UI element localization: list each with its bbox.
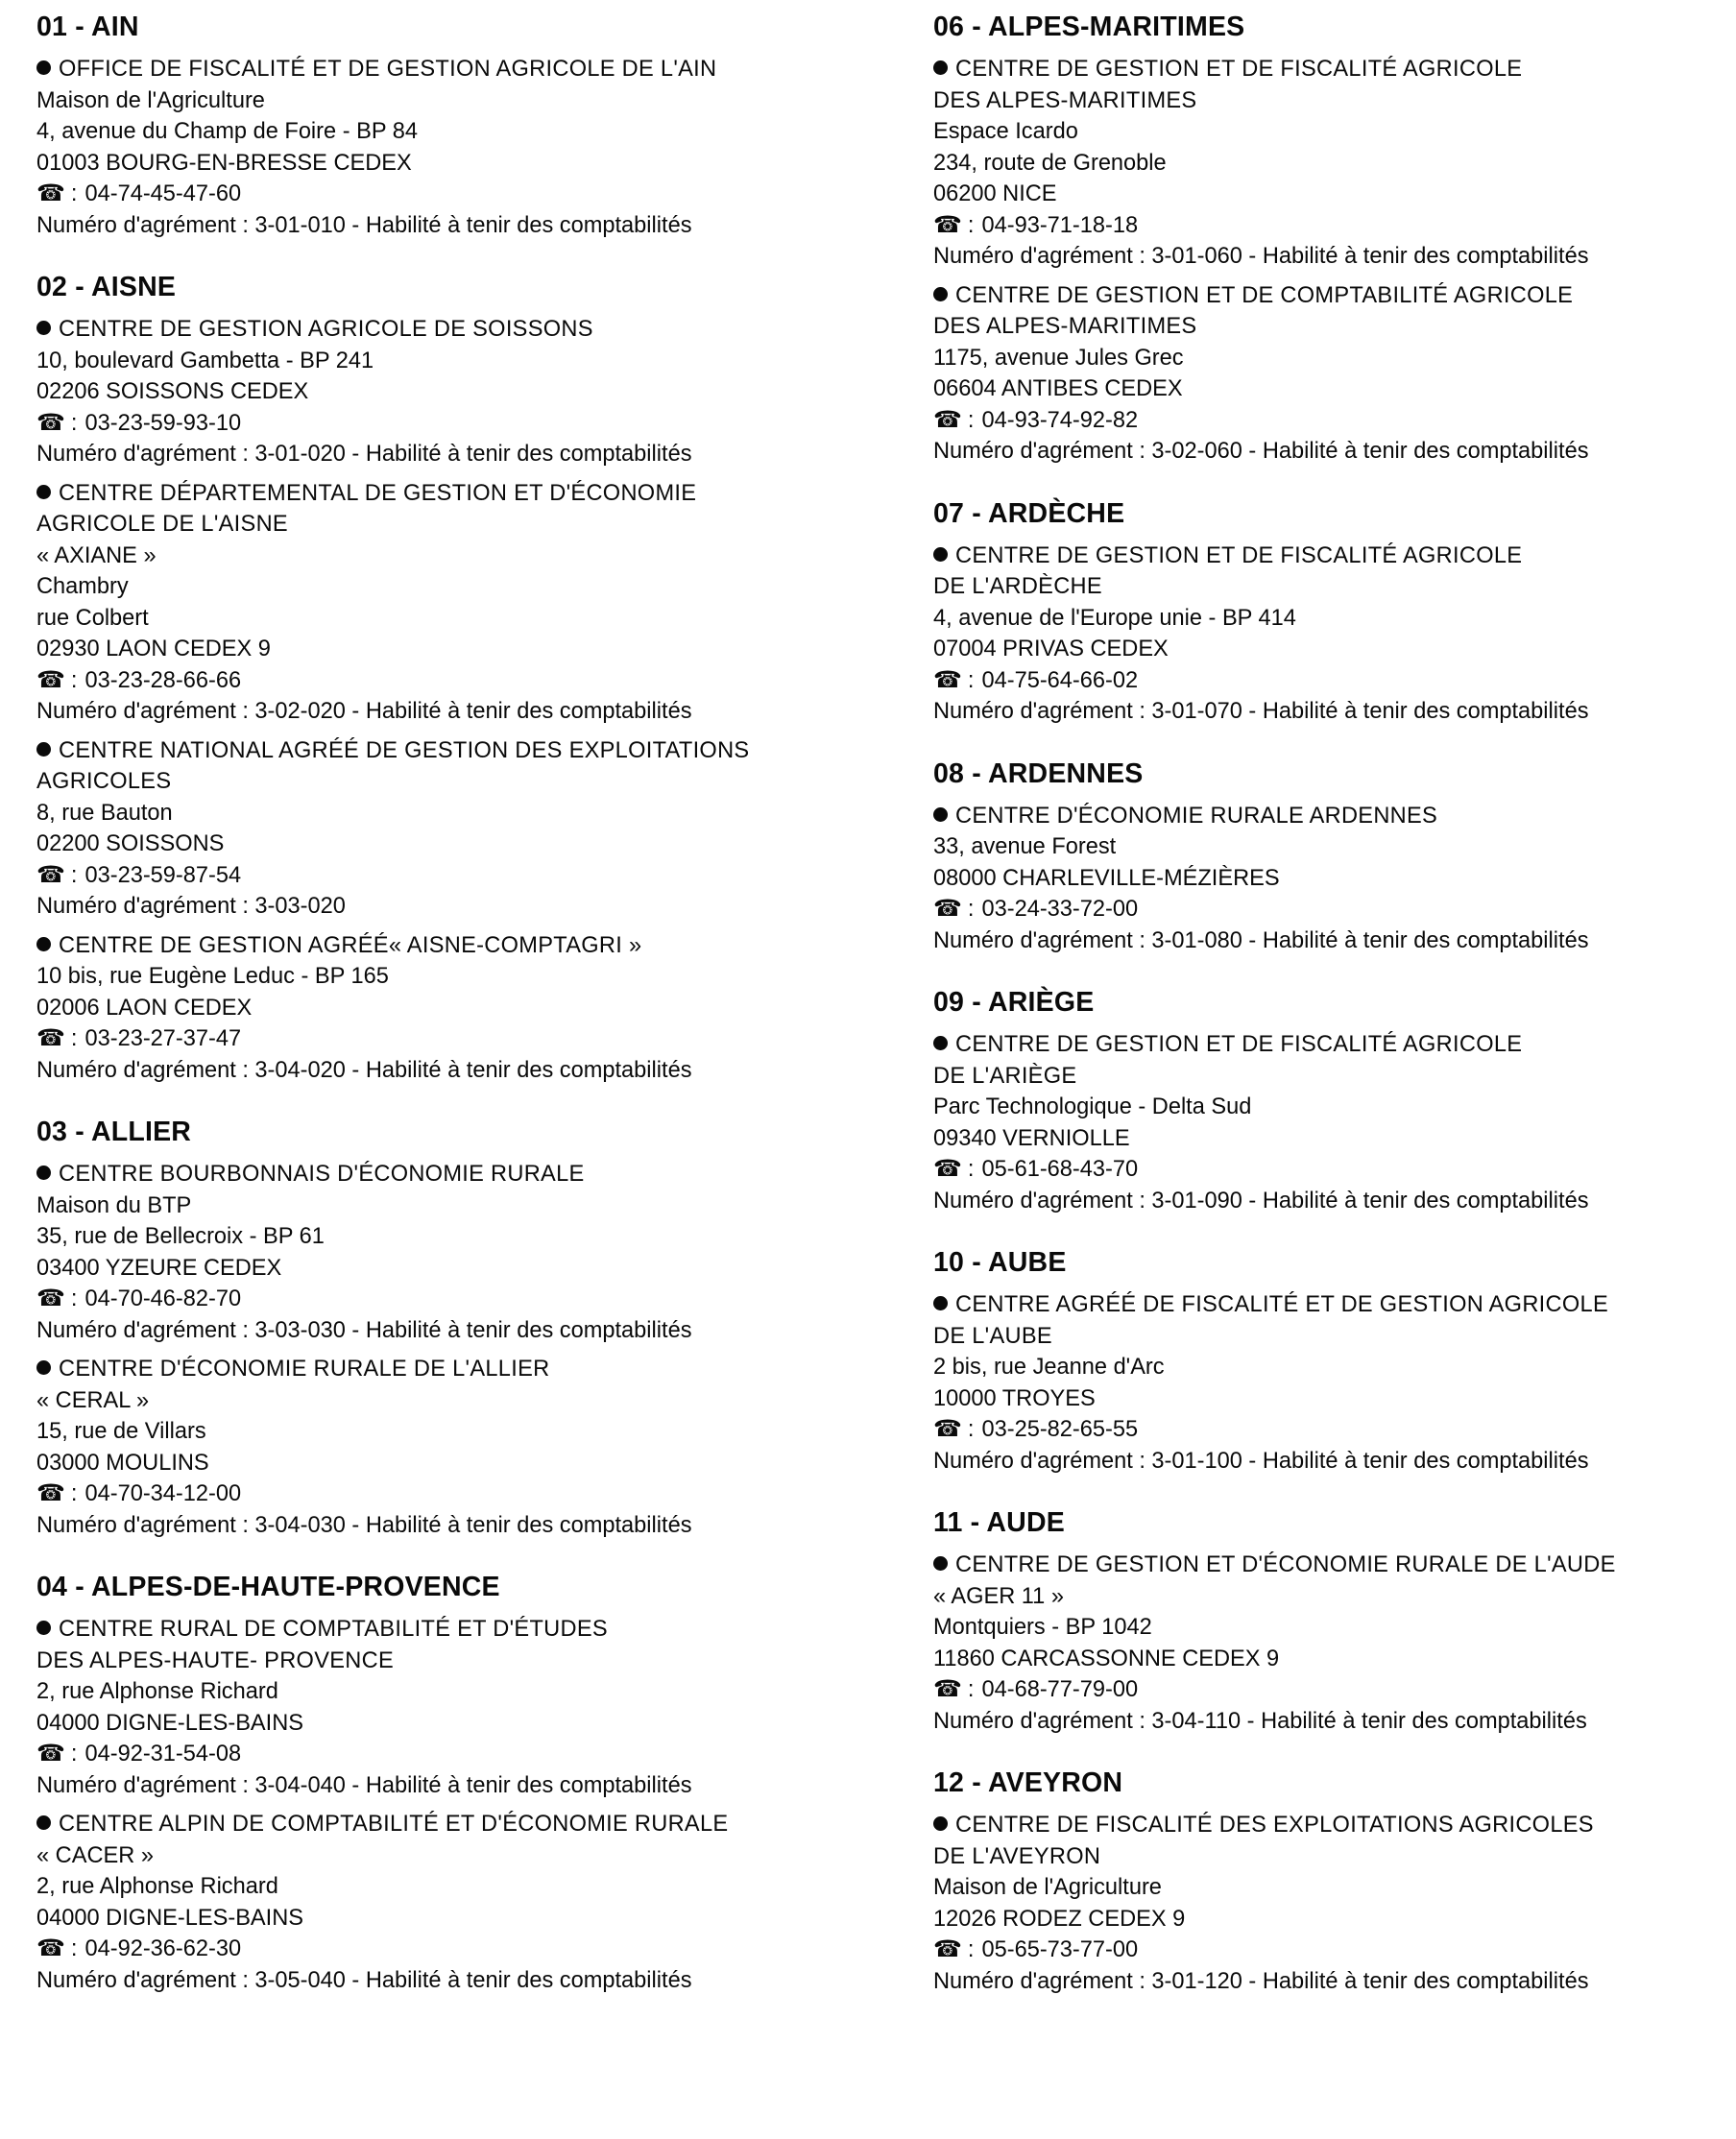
bullet-icon — [36, 1166, 51, 1180]
department-title: 11 - AUDE — [933, 1507, 1065, 1538]
phone-line — [933, 1154, 1736, 1186]
address-line: « CERAL » — [36, 1387, 150, 1413]
center-name — [36, 930, 881, 962]
agrement-line: Numéro d'agrément : 3-04-110 - Habilité à tenir des comptabilités — [933, 1708, 1587, 1734]
center-name — [933, 1061, 1736, 1093]
center-name-text: CENTRE DÉPARTEMENTAL DE GESTION ET D'ÉCONOMIE — [59, 480, 697, 506]
phone-number: 03-23-59-93-10 — [84, 410, 242, 436]
phone-number: 03-24-33-72-00 — [981, 897, 1139, 922]
center-name — [933, 1841, 1736, 1873]
center-name — [933, 541, 1736, 572]
address-line: « CACER » — [36, 1842, 154, 1868]
address-line: 10000 TROYES — [933, 1385, 1096, 1411]
address-line: 2, rue Alphonse Richard — [36, 1679, 278, 1704]
bullet-icon — [933, 1296, 948, 1310]
center-name-text: DES ALPES-MARITIMES — [933, 87, 1197, 113]
phone-separator: : — [70, 1936, 78, 1961]
phone-icon: ☎ — [36, 1025, 65, 1051]
phone-separator: : — [70, 181, 78, 206]
phone-number: 04-93-74-92-82 — [981, 407, 1139, 433]
agrement-line: Numéro d'agrément : 3-01-100 - Habilité à tenir des comptabilités — [933, 1448, 1589, 1474]
phone-icon: ☎ — [36, 409, 65, 436]
phone-number: 04-75-64-66-02 — [981, 667, 1139, 693]
phone-icon: ☎ — [933, 1156, 962, 1182]
center-name — [933, 801, 1736, 832]
address-line: 2, rue Alphonse Richard — [36, 1874, 278, 1899]
address-line: 09340 VERNIOLLE — [933, 1125, 1130, 1151]
phone-number: 04-93-71-18-18 — [981, 212, 1139, 238]
phone-separator: : — [967, 1677, 975, 1702]
phone-separator: : — [967, 212, 975, 238]
phone-separator: : — [967, 407, 975, 433]
center-name-text: CENTRE DE FISCALITÉ DES EXPLOITATIONS AGRICOLES — [955, 1813, 1594, 1838]
center-name-text: DES ALPES-MARITIMES — [933, 314, 1197, 339]
center-name — [933, 571, 1736, 603]
phone-icon: ☎ — [933, 211, 962, 238]
bullet-icon — [36, 1815, 51, 1830]
center-name-text: CENTRE D'ÉCONOMIE RURALE ARDENNES — [955, 803, 1438, 829]
phone-number: 04-92-31-54-08 — [84, 1742, 242, 1766]
phone-icon: ☎ — [933, 1676, 962, 1702]
address-line: 03400 YZEURE CEDEX — [36, 1255, 282, 1281]
center-name-text: CENTRE RURAL DE COMPTABILITÉ ET D'ÉTUDES — [59, 1617, 608, 1642]
agrement-line: Numéro d'agrément : 3-01-090 - Habilité à tenir des comptabilités — [933, 1188, 1589, 1214]
address-line: 10 bis, rue Eugène Leduc - BP 165 — [36, 964, 389, 989]
address-line: 01003 BOURG-EN-BRESSE CEDEX — [36, 150, 412, 176]
address-line: 4, avenue de l'Europe unie - BP 414 — [933, 605, 1296, 631]
address-line: 04000 DIGNE-LES-BAINS — [36, 1905, 303, 1931]
phone-number: 03-23-27-37-47 — [84, 1026, 242, 1051]
department-title: 03 - ALLIER — [36, 1117, 192, 1147]
address-line: 12026 RODEZ CEDEX 9 — [933, 1906, 1186, 1932]
center-entry — [933, 1550, 1736, 1737]
address-line: Espace Icardo — [933, 119, 1078, 144]
address-line: 8, rue Bauton — [36, 800, 173, 826]
phone-icon: ☎ — [36, 1286, 65, 1311]
address-line: 07004 PRIVAS CEDEX — [933, 637, 1169, 661]
bullet-icon — [933, 807, 948, 822]
phone-icon: ☎ — [933, 1936, 962, 1962]
address-line: Montquiers - BP 1042 — [933, 1615, 1152, 1640]
phone-line — [36, 1478, 881, 1510]
center-name-text: CENTRE DE GESTION AGRICOLE DE SOISSONS — [59, 317, 593, 342]
department-title: 06 - ALPES-MARITIMES — [933, 12, 1245, 42]
department-title: 08 - ARDENNES — [933, 757, 1144, 789]
address-line: 234, route de Grenoble — [933, 150, 1167, 176]
agrement-line: Numéro d'agrément : 3-01-060 - Habilité à tenir des comptabilités — [933, 244, 1589, 269]
phone-number: 04-92-36-62-30 — [84, 1936, 242, 1961]
address-line: 02200 SOISSONS — [36, 831, 225, 856]
department-title: 04 - ALPES-DE-HAUTE-PROVENCE — [36, 1572, 500, 1602]
phone-icon: ☎ — [36, 1741, 65, 1766]
phone-separator: : — [967, 897, 975, 922]
center-entry — [36, 1159, 881, 1346]
right-column — [933, 10, 1736, 2026]
agrement-line: Numéro d'agrément : 3-01-010 - Habilité à tenir des comptabilités — [36, 212, 692, 238]
agrement-line: Numéro d'agrément : 3-04-020 - Habilité à tenir des comptabilités — [36, 1057, 692, 1083]
phone-line — [36, 179, 881, 210]
address-line: Parc Technologique - Delta Sud — [933, 1094, 1252, 1119]
phone-line — [933, 1935, 1736, 1966]
department-title: 01 - AIN — [36, 12, 139, 42]
phone-separator: : — [70, 667, 78, 693]
agrement-line: Numéro d'agrément : 3-01-020 - Habilité à tenir des comptabilités — [36, 442, 692, 467]
phone-line — [933, 1414, 1736, 1446]
agrement-line: Numéro d'agrément : 3-03-030 - Habilité à tenir des comptabilités — [36, 1317, 692, 1343]
phone-number: 03-25-82-65-55 — [981, 1417, 1139, 1442]
phone-line — [933, 1674, 1736, 1706]
address-line: 15, rue de Villars — [36, 1419, 206, 1444]
bullet-icon — [933, 1036, 948, 1050]
agrement-line: Numéro d'agrément : 3-01-070 - Habilité à tenir des comptabilités — [933, 699, 1589, 724]
department-section — [933, 10, 1736, 468]
phone-separator: : — [967, 1157, 975, 1182]
center-name-text: OFFICE DE FISCALITÉ ET DE GESTION AGRICOLE DE L'AIN — [59, 57, 717, 82]
center-name — [933, 1321, 1736, 1353]
address-line: 1175, avenue Jules Grec — [933, 345, 1184, 371]
address-line: 2 bis, rue Jeanne d'Arc — [933, 1355, 1165, 1380]
phone-line — [36, 665, 881, 697]
department-section — [36, 270, 881, 1086]
center-name-text: AGRICOLE DE L'AISNE — [36, 512, 288, 537]
center-entry — [36, 314, 881, 470]
bullet-icon — [36, 321, 51, 335]
agrement-line: Numéro d'agrément : 3-04-030 - Habilité à tenir des comptabilités — [36, 1512, 692, 1538]
center-name — [36, 1159, 881, 1190]
center-entry — [933, 1289, 1736, 1477]
address-line: 33, avenue Forest — [933, 834, 1117, 859]
bullet-icon — [36, 937, 51, 951]
phone-line — [36, 860, 881, 892]
department-title: 10 - AUBE — [933, 1247, 1067, 1278]
phone-number: 04-68-77-79-00 — [981, 1677, 1139, 1702]
phone-line — [36, 1934, 881, 1965]
center-name — [933, 85, 1736, 117]
phone-line — [36, 1739, 881, 1770]
phone-icon: ☎ — [36, 666, 65, 693]
phone-icon: ☎ — [933, 666, 962, 693]
phone-icon: ☎ — [36, 861, 65, 888]
phone-icon: ☎ — [36, 1480, 65, 1506]
left-column — [36, 10, 881, 2025]
phone-icon: ☎ — [933, 896, 962, 922]
address-line: Maison de l'Agriculture — [933, 1875, 1162, 1900]
address-line: Maison du BTP — [36, 1192, 192, 1218]
bullet-icon — [36, 485, 51, 499]
center-name — [36, 1354, 881, 1385]
agrement-line: Numéro d'agrément : 3-04-040 - Habilité à tenir des comptabilités — [36, 1772, 692, 1798]
department-section — [933, 1245, 1736, 1477]
center-name — [933, 280, 1736, 312]
address-line: 10, boulevard Gambetta - BP 241 — [36, 348, 374, 373]
phone-separator: : — [70, 1481, 78, 1506]
phone-line — [36, 1023, 881, 1055]
address-line: 06200 NICE — [933, 181, 1057, 206]
phone-number: 03-23-59-87-54 — [84, 862, 242, 888]
center-name-text: CENTRE DE GESTION ET DE COMPTABILITÉ AGRICOLE — [955, 282, 1574, 308]
department-section — [933, 1766, 1736, 1997]
department-section — [933, 1505, 1736, 1737]
bullet-icon — [36, 1621, 51, 1635]
phone-icon: ☎ — [36, 180, 65, 206]
department-section — [36, 1570, 881, 1996]
center-name-text: CENTRE NATIONAL AGRÉÉ DE GESTION DES EXPLOITATIONS — [59, 737, 750, 763]
phone-separator: : — [70, 1286, 78, 1311]
phone-separator: : — [967, 667, 975, 693]
department-section — [36, 1115, 881, 1541]
center-name-text: AGRICOLES — [36, 769, 172, 794]
department-section — [933, 496, 1736, 728]
agrement-line: Numéro d'agrément : 3-02-020 - Habilité à tenir des comptabilités — [36, 699, 692, 724]
address-line: Maison de l'Agriculture — [36, 87, 265, 113]
center-name-text: DE L'AVEYRON — [933, 1843, 1101, 1869]
phone-line — [933, 210, 1736, 242]
center-name-text: CENTRE DE GESTION AGRÉÉ« AISNE-COMPTAGRI » — [59, 932, 642, 958]
phone-separator: : — [967, 1417, 975, 1442]
center-name-text: CENTRE DE GESTION ET DE FISCALITÉ AGRICOLE — [955, 1032, 1523, 1057]
center-name-text: DE L'ARIÈGE — [933, 1063, 1077, 1089]
phone-separator: : — [70, 1742, 78, 1766]
center-entry — [36, 1809, 881, 1996]
center-entry — [36, 1354, 881, 1541]
center-name-text: CENTRE DE GESTION ET DE FISCALITÉ AGRICOLE — [955, 57, 1523, 82]
bullet-icon — [933, 287, 948, 301]
center-name-text: DES ALPES-HAUTE- PROVENCE — [36, 1647, 394, 1673]
department-section — [36, 10, 881, 241]
center-name — [36, 1614, 881, 1646]
center-name-text: CENTRE ALPIN DE COMPTABILITÉ ET D'ÉCONOMIE RURALE — [59, 1812, 729, 1837]
center-entry — [933, 541, 1736, 728]
address-line: 02006 LAON CEDEX — [36, 995, 253, 1021]
center-entry — [36, 54, 881, 241]
center-entry — [933, 280, 1736, 468]
phone-line — [933, 665, 1736, 697]
center-name — [36, 1646, 881, 1677]
bullet-icon — [36, 60, 51, 75]
center-name — [36, 478, 881, 510]
phone-icon: ☎ — [933, 1416, 962, 1442]
center-name — [933, 1550, 1736, 1581]
center-name — [36, 1809, 881, 1840]
address-line: 11860 CARCASSONNE CEDEX 9 — [933, 1646, 1280, 1671]
phone-line — [36, 408, 881, 440]
bullet-icon — [933, 1816, 948, 1831]
center-name-text: CENTRE D'ÉCONOMIE RURALE DE L'ALLIER — [59, 1357, 550, 1382]
center-name — [36, 54, 881, 85]
address-line: 4, avenue du Champ de Foire - BP 84 — [36, 119, 418, 144]
bullet-icon — [36, 1360, 51, 1375]
bullet-icon — [933, 60, 948, 75]
center-name — [933, 54, 1736, 85]
agrement-line: Numéro d'agrément : 3-02-060 - Habilité à tenir des comptabilités — [933, 439, 1589, 464]
address-line: 06604 ANTIBES CEDEX — [933, 376, 1183, 401]
address-line: 08000 CHARLEVILLE-MÉZIÈRES — [933, 865, 1280, 891]
center-name — [933, 1810, 1736, 1841]
agrement-line: Numéro d'agrément : 3-03-020 — [36, 894, 346, 919]
center-name-text: DE L'AUBE — [933, 1323, 1052, 1349]
center-entry — [36, 735, 881, 923]
center-entry — [933, 801, 1736, 957]
phone-number: 04-70-46-82-70 — [84, 1286, 242, 1311]
phone-separator: : — [967, 1937, 975, 1962]
center-name — [36, 766, 881, 798]
phone-number: 05-61-68-43-70 — [981, 1157, 1139, 1182]
center-name — [933, 1029, 1736, 1061]
center-entry — [36, 930, 881, 1087]
center-name — [933, 1289, 1736, 1321]
phone-number: 04-70-34-12-00 — [84, 1481, 242, 1506]
phone-number: 03-23-28-66-66 — [84, 667, 242, 693]
phone-icon: ☎ — [36, 1935, 65, 1961]
phone-icon: ☎ — [933, 406, 962, 433]
agrement-line: Numéro d'agrément : 3-01-120 - Habilité à tenir des comptabilités — [933, 1968, 1589, 1994]
bullet-icon — [933, 1556, 948, 1571]
address-line: 03000 MOULINS — [36, 1450, 209, 1476]
address-line: Chambry — [36, 574, 129, 599]
center-entry — [36, 478, 881, 728]
center-name-text: DE L'ARDÈCHE — [933, 574, 1102, 599]
center-name — [36, 314, 881, 346]
center-entry — [933, 1810, 1736, 1997]
bullet-icon — [36, 742, 51, 757]
bullet-icon — [933, 547, 948, 562]
center-name-text: CENTRE BOURBONNAIS D'ÉCONOMIE RURALE — [59, 1162, 585, 1187]
center-name — [36, 509, 881, 541]
phone-line — [36, 1284, 881, 1315]
center-name-text: CENTRE DE GESTION ET DE FISCALITÉ AGRICOLE — [955, 542, 1523, 568]
department-title: 09 - ARIÈGE — [933, 987, 1095, 1018]
agrement-line: Numéro d'agrément : 3-05-040 - Habilité à tenir des comptabilités — [36, 1967, 692, 1993]
center-name-text: CENTRE DE GESTION ET D'ÉCONOMIE RURALE DE L'AUDE — [955, 1552, 1616, 1577]
address-line: « AXIANE » — [36, 542, 157, 568]
center-entry — [36, 1614, 881, 1801]
phone-line — [933, 405, 1736, 437]
department-title: 12 - AVEYRON — [933, 1767, 1123, 1798]
center-name — [933, 311, 1736, 343]
center-entry — [933, 54, 1736, 273]
center-name-text: CENTRE AGRÉÉ DE FISCALITÉ ET DE GESTION AGRICOLE — [955, 1292, 1608, 1317]
phone-number: 04-74-45-47-60 — [84, 181, 242, 206]
agrement-line: Numéro d'agrément : 3-01-080 - Habilité à tenir des comptabilités — [933, 927, 1589, 953]
address-line: 04000 DIGNE-LES-BAINS — [36, 1710, 303, 1736]
phone-separator: : — [70, 1026, 78, 1051]
phone-number: 05-65-73-77-00 — [981, 1937, 1139, 1962]
department-title: 02 - AISNE — [36, 272, 177, 302]
address-line: rue Colbert — [36, 605, 149, 631]
department-title: 07 - ARDÈCHE — [933, 497, 1125, 529]
address-line: 02206 SOISSONS CEDEX — [36, 379, 309, 404]
department-section — [933, 757, 1736, 957]
center-entry — [933, 1029, 1736, 1216]
address-line: « AGER 11 » — [933, 1583, 1064, 1609]
address-line: 35, rue de Bellecroix - BP 61 — [36, 1224, 325, 1249]
center-name — [36, 735, 881, 767]
phone-line — [933, 894, 1736, 925]
phone-separator: : — [70, 862, 78, 888]
department-section — [933, 985, 1736, 1216]
phone-separator: : — [70, 410, 78, 436]
address-line: 02930 LAON CEDEX 9 — [36, 637, 271, 661]
